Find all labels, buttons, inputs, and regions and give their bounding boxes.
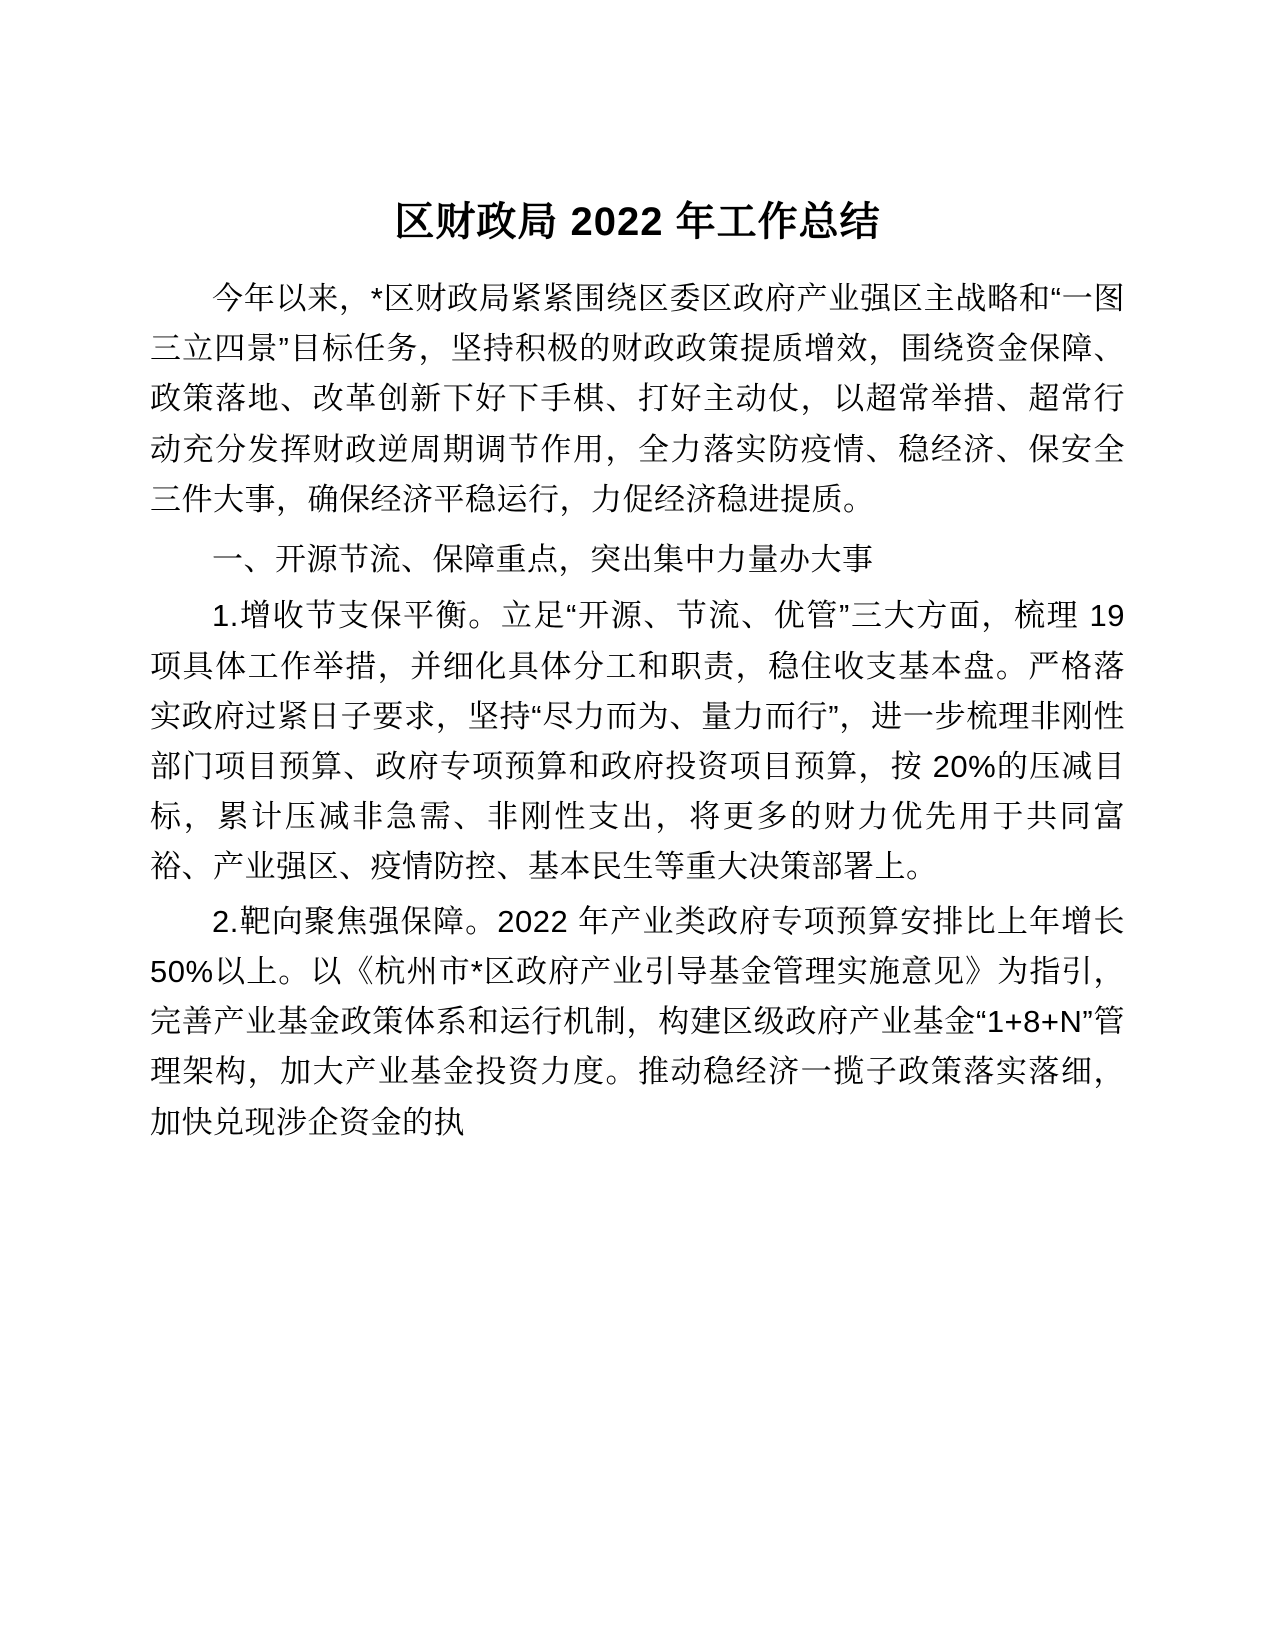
paragraph-item-2: 2.靶向聚焦强保障。2022 年产业类政府专项预算安排比上年增长 50%以上。以《杭州市*区政府产业引导基金管理实施意见》为指引，完善产业基金政策体系和运行机制，构建区级政府产业基金“1+8+N”管理架构，加大产业基金投资力度。推动稳经济一揽子政策落实落细，加快兑现涉企资金的执 xyxy=(150,903,1125,1140)
page-title: 区财政局 2022 年工作总结 xyxy=(394,200,881,244)
section-heading-one: 一、开源节流、保障重点，突出集中力量办大事 xyxy=(212,542,874,578)
paragraph-item-1: 1.增收节支保平衡。立足“开源、节流、优管”三大方面，梳理 19 项具体工作举措，并细化具体分工和职责，稳住收支基本盘。严格落实政府过紧日子要求，坚持“尽力而为、量力而行”，进一步梳理非刚性部门项目预算、政府专项预算和政府投资项目预算，按 20%的压减目标，累计压减非急需、非刚性支出，将更多的财力优先用于共同富裕、产业强区、疫情防控、基本民生等重大决策部署上。 xyxy=(150,598,1125,885)
paragraph-intro: 今年以来，*区财政局紧紧围绕区委区政府产业强区主战略和“一图三立四景”目标任务，坚持积极的财政政策提质增效，围绕资金保障、政策落地、改革创新下好下手棋、打好主动仗，以超常举措、超常行动充分发挥财政逆周期调节作用，全力落实防疫情、稳经济、保安全三件大事，确保经济平稳运行，力促经济稳进提质。 xyxy=(150,281,1125,517)
